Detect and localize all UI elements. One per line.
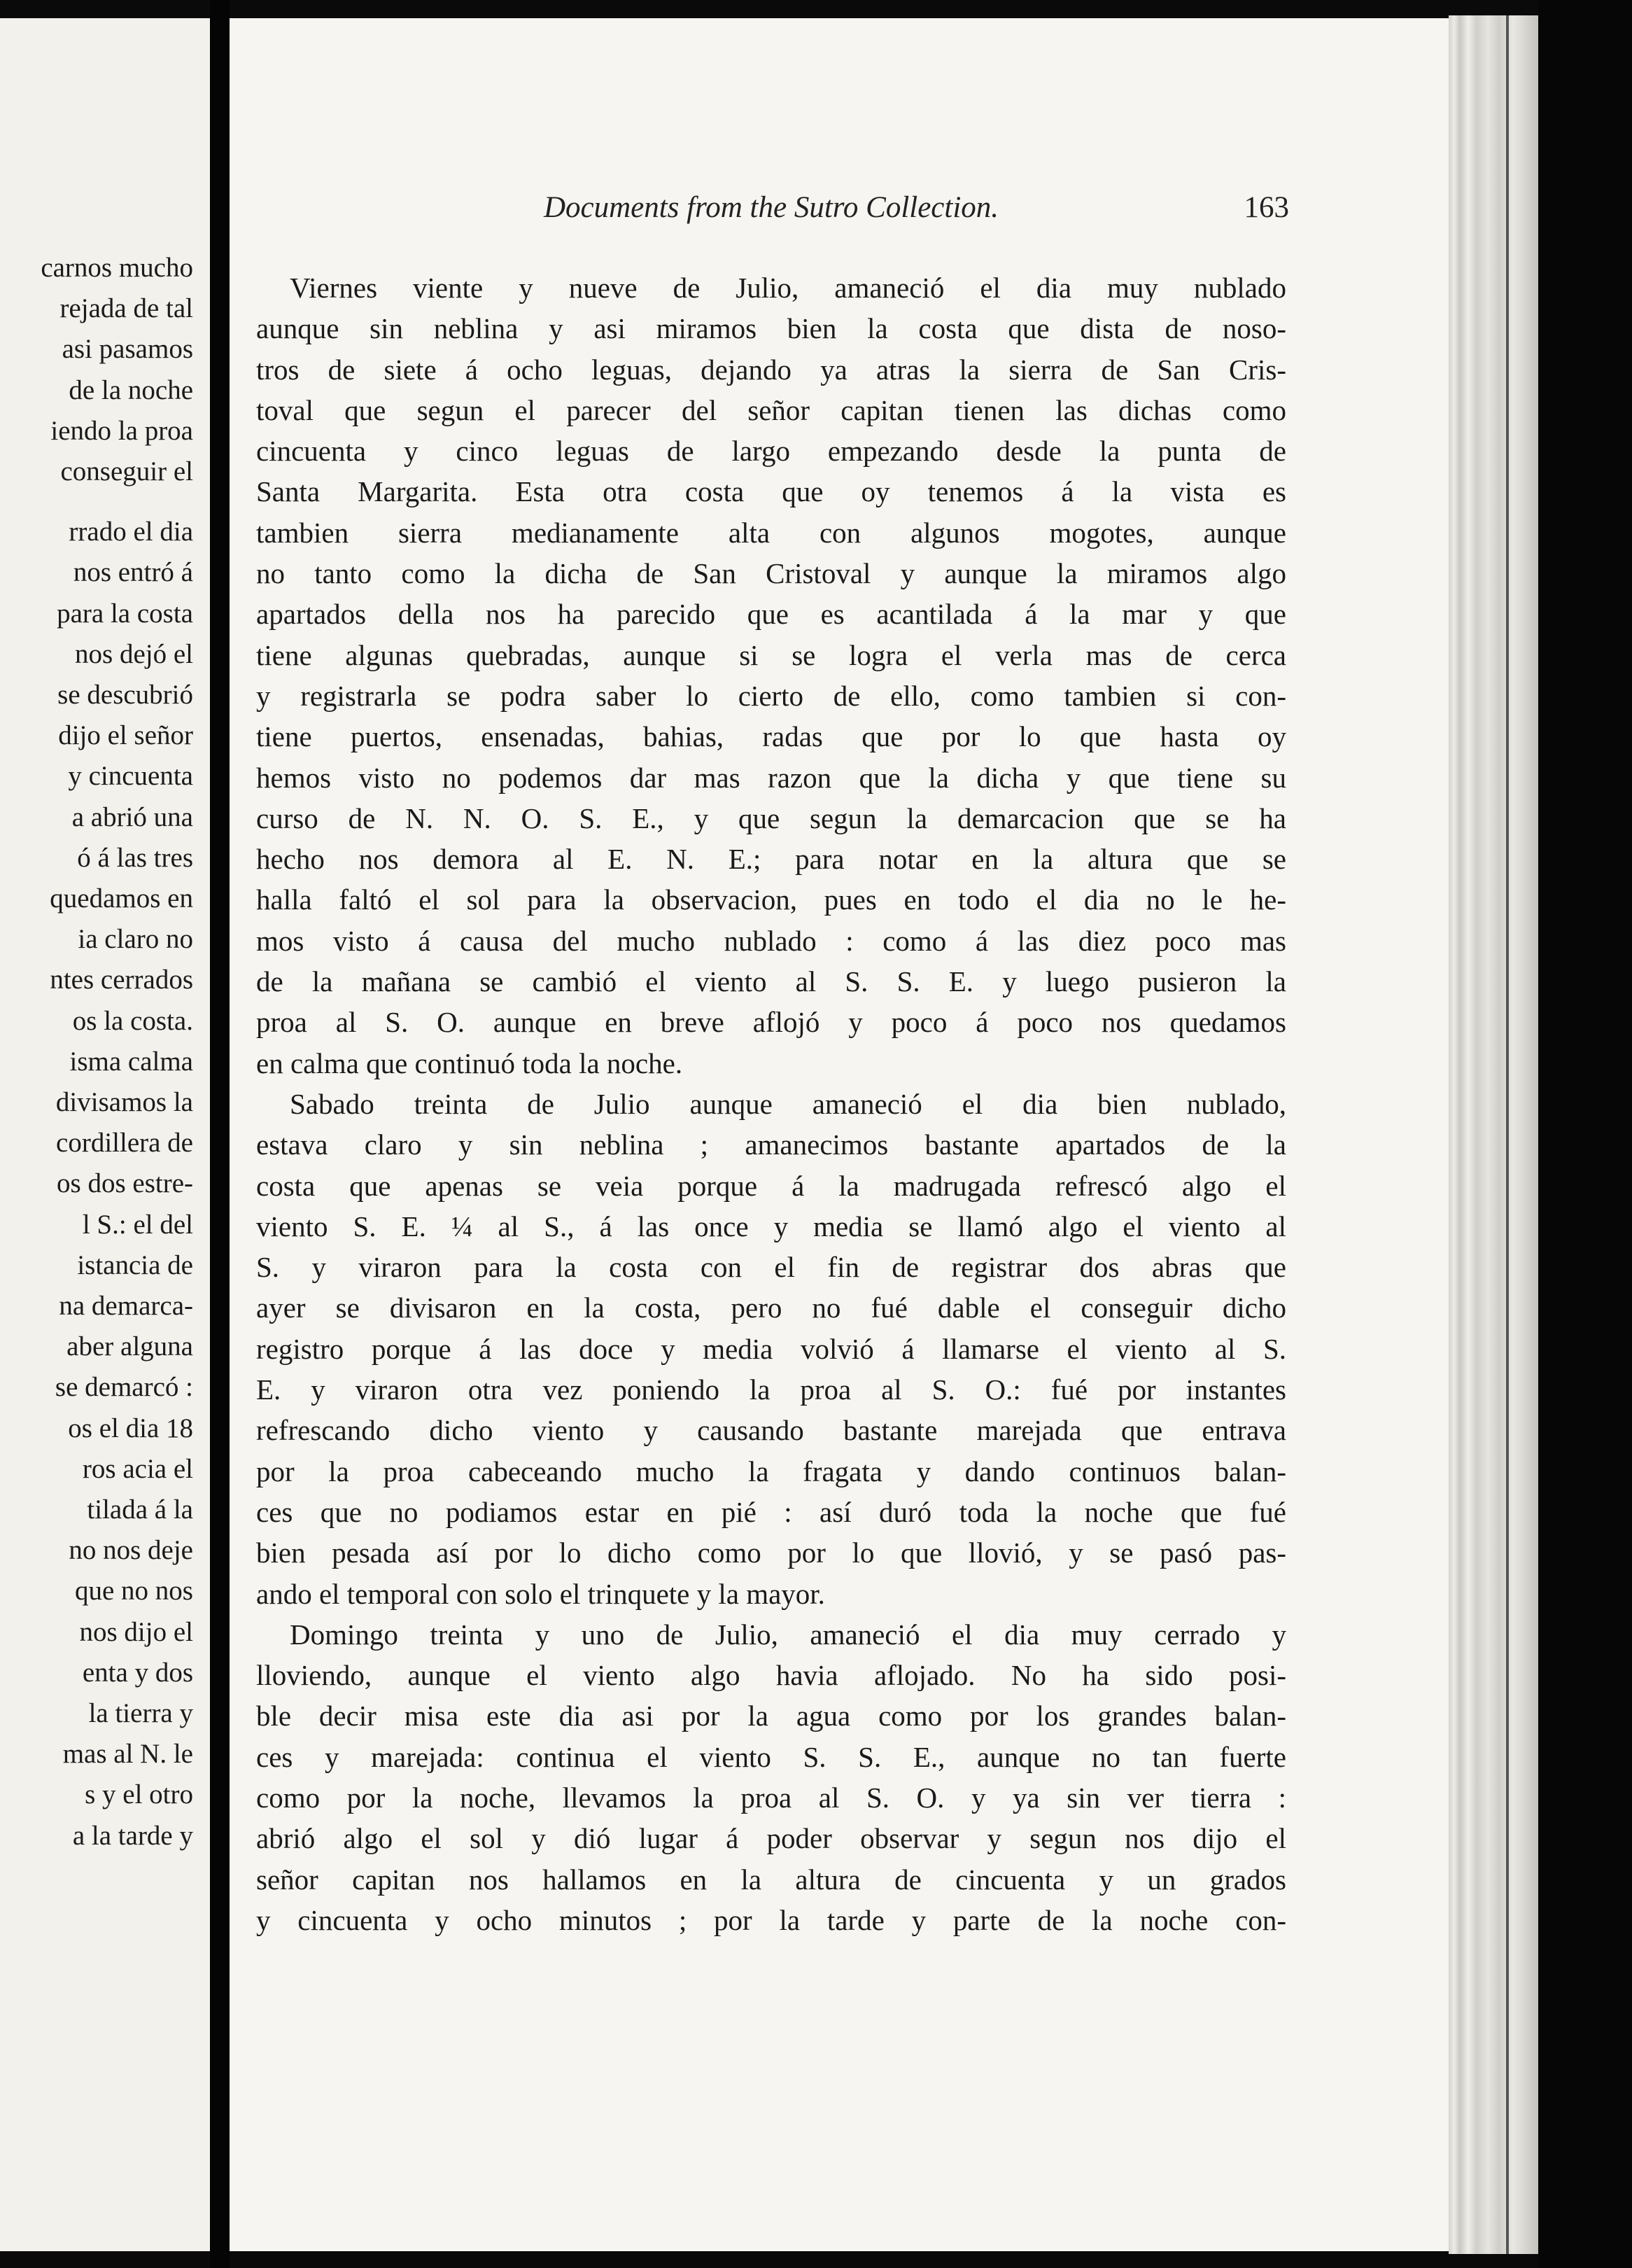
facing-page-left — [0, 18, 210, 2251]
facing-page-line: y cincuenta — [68, 761, 193, 792]
facing-page-line: nos dejó el — [75, 638, 193, 669]
text-line: apartados della nos ha parecido que es acantilada á la mar y que — [256, 598, 1286, 631]
text-line: refrescando dicho viento y causando bastante marejada que entrava — [256, 1414, 1286, 1447]
text-line: cincuenta y cinco leguas de largo empezando desde la punta de — [256, 435, 1286, 468]
facing-page-line: iendo la proa — [50, 415, 193, 446]
text-line: bien pesada así por lo dicho como por lo que llovió, y se pasó pas- — [256, 1536, 1286, 1569]
facing-page-line: os la costa. — [72, 1005, 193, 1036]
facing-page-line: no nos deje — [69, 1535, 193, 1566]
facing-page-line: que no nos — [75, 1576, 193, 1606]
facing-page-line: enta y dos — [82, 1657, 193, 1688]
text-line: Sabado treinta de Julio aunque amaneció el dia bien nublado, — [290, 1087, 1286, 1120]
facing-page-line: rrado el dia — [69, 517, 193, 547]
text-line: estava claro y sin neblina ; amanecimos bastante apartados de la — [256, 1128, 1286, 1161]
text-line: registro porque á las doce y media volvió á llamarse el viento al S. — [256, 1332, 1286, 1365]
facing-page-line: la tierra y — [88, 1698, 193, 1728]
facing-page-line: mas al N. le — [62, 1739, 193, 1770]
facing-page-line: nos dijo el — [79, 1616, 193, 1647]
text-line: señor capitan nos hallamos en la altura de cincuenta y un grados — [256, 1863, 1286, 1896]
facing-page-line: ntes cerrados — [50, 965, 193, 995]
facing-page-line: os dos estre- — [57, 1168, 193, 1199]
text-line: ces que no podiamos estar en pié : así duró toda la noche que fué — [256, 1495, 1286, 1528]
text-line: ble decir misa este dia asi por la agua como por los grandes balan- — [256, 1700, 1286, 1732]
facing-page-line: a la tarde y — [72, 1820, 193, 1851]
facing-page-line: para la costa — [57, 598, 193, 629]
facing-page-line: se descubrió — [57, 680, 193, 710]
text-line: lloviendo, aunque el viento algo havia aflojado. No ha sido posi- — [256, 1659, 1286, 1692]
page-header — [253, 190, 1289, 232]
facing-page-line: ó á las tres — [77, 842, 193, 873]
text-line: abrió algo el sol y dió lugar á poder observar y segun nos dijo el — [256, 1822, 1286, 1855]
facing-page-line: ia claro no — [78, 924, 193, 955]
text-line: ces y marejada: continua el viento S. S. E., aunque no tan fuerte — [256, 1740, 1286, 1773]
facing-page-line: conseguir el — [60, 456, 193, 486]
facing-page-line: tilada á la — [87, 1494, 193, 1525]
book-gutter — [210, 0, 230, 2268]
facing-page-line: isma calma — [69, 1046, 193, 1077]
text-line: Santa Margarita. Esta otra costa que oy tenemos á la vista es — [256, 475, 1286, 508]
facing-page-line: na demarca- — [59, 1291, 193, 1321]
text-line: tiene algunas quebradas, aunque si se logra el verla mas de cerca — [256, 638, 1286, 671]
text-line: aunque sin neblina y asi miramos bien la costa que dista de noso- — [256, 312, 1286, 345]
text-line: toval que segun el parecer del señor capitan tienen las dichas como — [256, 393, 1286, 426]
facing-page-line: l S.: el del — [82, 1209, 193, 1240]
facing-page-line: rejada de tal — [59, 293, 193, 324]
page-stack-edge — [1449, 15, 1538, 2254]
text-line: ayer se divisaron en la costa, pero no fué dable el conseguir dicho — [256, 1292, 1286, 1324]
text-line: tros de siete á ocho leguas, dejando ya atras la sierra de San Cris- — [256, 353, 1286, 386]
paragraph — [256, 1614, 1286, 1940]
text-line: no tanto como la dicha de San Cristoval y aunque la miramos algo — [256, 557, 1286, 590]
facing-page-line: os el dia 18 — [68, 1413, 193, 1443]
text-line: tambien sierra medianamente alta con algunos mogotes, aunque — [256, 516, 1286, 549]
text-line: Viernes viente y nueve de Julio, amaneció el dia muy nublado — [290, 272, 1286, 304]
facing-page-line: s y el otro — [85, 1779, 193, 1810]
text-line: E. y viraron otra vez poniendo la proa al S. O.: fué por instantes — [256, 1373, 1286, 1406]
facing-page-line: quedamos en — [50, 883, 193, 913]
text-line: tiene puertos, ensenadas, bahias, radas que por lo que hasta oy — [256, 720, 1286, 753]
text-line: hecho nos demora al E. N. E.; para notar en la altura que se — [256, 843, 1286, 876]
text-line: proa al S. O. aunque en breve aflojó y poco á poco nos quedamos — [256, 1006, 1286, 1039]
facing-page-line: se demarcó : — [55, 1372, 193, 1403]
text-line: ando el temporal con solo el trinquete y la mayor. — [256, 1577, 825, 1610]
facing-page-line: istancia de — [77, 1250, 193, 1280]
text-line: y registrarla se podra saber lo cierto de ello, como tambien si con- — [256, 679, 1286, 712]
text-line: como por la noche, llevamos la proa al S. O. y ya sin ver tierra : — [256, 1781, 1286, 1814]
text-line: halla faltó el sol para la observacion, pues en todo el dia no le he- — [256, 883, 1286, 916]
facing-page-line: ros acia el — [82, 1453, 193, 1484]
text-line: por la proa cabeceando mucho la fragata y dando continuos balan- — [256, 1455, 1286, 1488]
facing-page-line: cordillera de — [56, 1128, 193, 1158]
text-line: hemos visto no podemos dar mas razon que la dicha y que tiene su — [256, 761, 1286, 794]
paragraph — [256, 1084, 1286, 1614]
facing-page-line: nos entró á — [73, 557, 193, 588]
text-line: en calma que continuó toda la noche. — [256, 1046, 683, 1079]
facing-page-line: divisamos la — [55, 1087, 193, 1117]
text-line: viento S. E. ¼ al S., á las once y media se llamó algo el viento al — [256, 1210, 1286, 1242]
text-line: de la mañana se cambió el viento al S. S. E. y luego pusieron la — [256, 965, 1286, 998]
paragraph — [256, 267, 1286, 1084]
text-line: mos visto á causa del mucho nublado : como á las diez poco mas — [256, 924, 1286, 957]
facing-page-line: aber alguna — [66, 1331, 193, 1362]
text-line: Domingo treinta y uno de Julio, amaneció el dia muy cerrado y — [290, 1618, 1286, 1651]
text-line: y cincuenta y ocho minutos ; por la tarde y parte de la noche con- — [256, 1903, 1286, 1936]
text-line: curso de N. N. O. S. E., y que segun la demarcacion que se ha — [256, 802, 1286, 834]
page-number: 163 — [1244, 191, 1289, 224]
facing-page-line: a abrió una — [71, 802, 193, 832]
book-page — [230, 18, 1449, 2251]
facing-page-line: dijo el señor — [58, 720, 193, 751]
text-line: costa que apenas se veia porque á la madrugada refrescó algo el — [256, 1169, 1286, 1202]
facing-page-line: carnos mucho — [41, 253, 193, 283]
facing-page-line: asi pasamos — [62, 334, 193, 365]
background-dark — [1538, 0, 1632, 2268]
running-title: Documents from the Sutro Collection. — [543, 191, 999, 224]
facing-page-line: de la noche — [69, 374, 193, 405]
body-text — [256, 267, 1286, 1940]
text-line: S. y viraron para la costa con el fin de registrar dos abras que — [256, 1251, 1286, 1284]
